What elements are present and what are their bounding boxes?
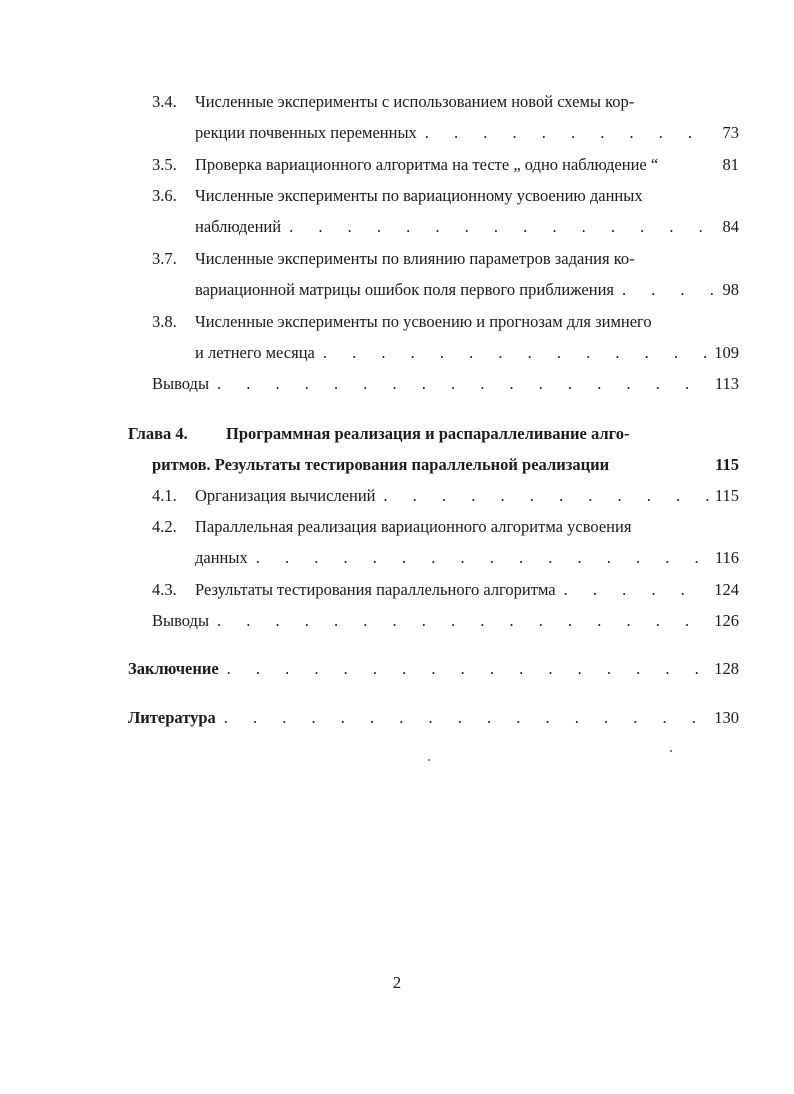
section-title-line1: Численные эксперименты по влиянию параметров задания ко-	[195, 249, 635, 268]
section-number: 3.4.	[152, 92, 177, 111]
toc-entry-conclusion[interactable]	[0, 659, 794, 683]
toc-chapter-4[interactable]	[0, 424, 794, 448]
chapter-title: Заключение	[128, 659, 219, 678]
chapter-label: Глава 4.	[128, 424, 188, 443]
section-number: 3.6.	[152, 186, 177, 205]
section-title-line2: рекции почвенных переменных	[195, 123, 417, 142]
page-ref: 73	[722, 123, 739, 142]
toc-entry-3-4-cont[interactable]	[0, 123, 794, 147]
toc-entry-4-2-cont[interactable]	[0, 548, 794, 572]
section-number: 3.8.	[152, 312, 177, 331]
toc-entry-3-7-cont[interactable]	[0, 280, 794, 304]
toc-entry-4-3[interactable]	[0, 580, 794, 604]
scan-speck	[428, 759, 430, 761]
leader-dots	[209, 611, 708, 631]
section-title-line2: наблюдений	[195, 217, 282, 236]
scan-speck	[670, 750, 672, 752]
section-title-line2: данных	[195, 548, 248, 567]
page-ref: 98	[722, 280, 739, 299]
section-title: Выводы	[152, 374, 210, 393]
leader-dots	[556, 580, 709, 600]
section-title-line1: Численные эксперименты с использованием новой схемы кор-	[195, 92, 635, 111]
toc-entry-3-6[interactable]	[0, 186, 794, 210]
page-ref: 113	[714, 374, 739, 393]
section-title: Проверка вариационного алгоритма на тесте „ одно наблюдение “	[195, 155, 659, 174]
leader-dots	[376, 486, 709, 506]
page-ref: 115	[714, 486, 739, 505]
leader-dots	[281, 217, 716, 237]
section-number: 3.7.	[152, 249, 177, 268]
chapter-title: Литература	[128, 708, 216, 727]
leader-dots	[219, 659, 709, 679]
toc-entry-conclusions-4[interactable]	[0, 611, 794, 635]
page-ref: 109	[714, 343, 739, 362]
page-ref: 128	[714, 659, 739, 678]
section-title-line2: и летнего месяца	[195, 343, 315, 362]
section-title-line1: Численные эксперименты по вариационному усвоению данных	[195, 186, 643, 205]
toc-chapter-4-cont[interactable]	[0, 455, 794, 479]
section-number: 4.1.	[152, 486, 177, 505]
page-ref: 116	[714, 548, 739, 567]
toc-entry-3-8[interactable]	[0, 312, 794, 336]
leader-dots	[216, 708, 708, 728]
toc-entry-4-2[interactable]	[0, 517, 794, 541]
section-number: 4.3.	[152, 580, 177, 599]
section-number: 3.5.	[152, 155, 177, 174]
toc-entry-conclusions-3[interactable]	[0, 374, 794, 398]
page-ref: 81	[722, 155, 739, 174]
toc-entry-3-8-cont[interactable]	[0, 343, 794, 367]
section-number: 4.2.	[152, 517, 177, 536]
toc-entry-3-4[interactable]	[0, 92, 794, 116]
page-ref: 124	[714, 580, 739, 599]
page-ref: 126	[714, 611, 739, 630]
section-title: Результаты тестирования параллельного алгоритма	[195, 580, 556, 599]
toc-entry-references[interactable]	[0, 708, 794, 732]
toc-entry-3-5[interactable]	[0, 155, 794, 179]
page-number: 2	[392, 973, 402, 992]
section-title-line2: вариационной матрицы ошибок поля первого приближения	[195, 280, 614, 299]
toc-entry-3-6-cont[interactable]	[0, 217, 794, 241]
section-title-line1: Численные эксперименты по усвоению и прогнозам для зимнего	[195, 312, 652, 331]
chapter-title-line1: Программная реализация и распараллеливание алго-	[226, 424, 630, 443]
leader-dots	[315, 343, 708, 363]
chapter-title-line2: ритмов. Результаты тестирования параллельной реализации	[152, 455, 610, 474]
section-title: Выводы	[152, 611, 210, 630]
leader-dots	[417, 123, 717, 143]
page-ref: 115	[715, 455, 739, 474]
leader-dots	[248, 548, 709, 568]
page-ref: 130	[714, 708, 739, 727]
leader-dots	[209, 374, 709, 394]
section-title: Организация вычислений	[195, 486, 376, 505]
leader-dots	[614, 280, 717, 300]
page-ref: 84	[722, 217, 739, 236]
section-title-line1: Параллельная реализация вариационного алгоритма усвоения	[195, 517, 632, 536]
toc-entry-4-1[interactable]	[0, 486, 794, 510]
toc-entry-3-7[interactable]	[0, 249, 794, 273]
